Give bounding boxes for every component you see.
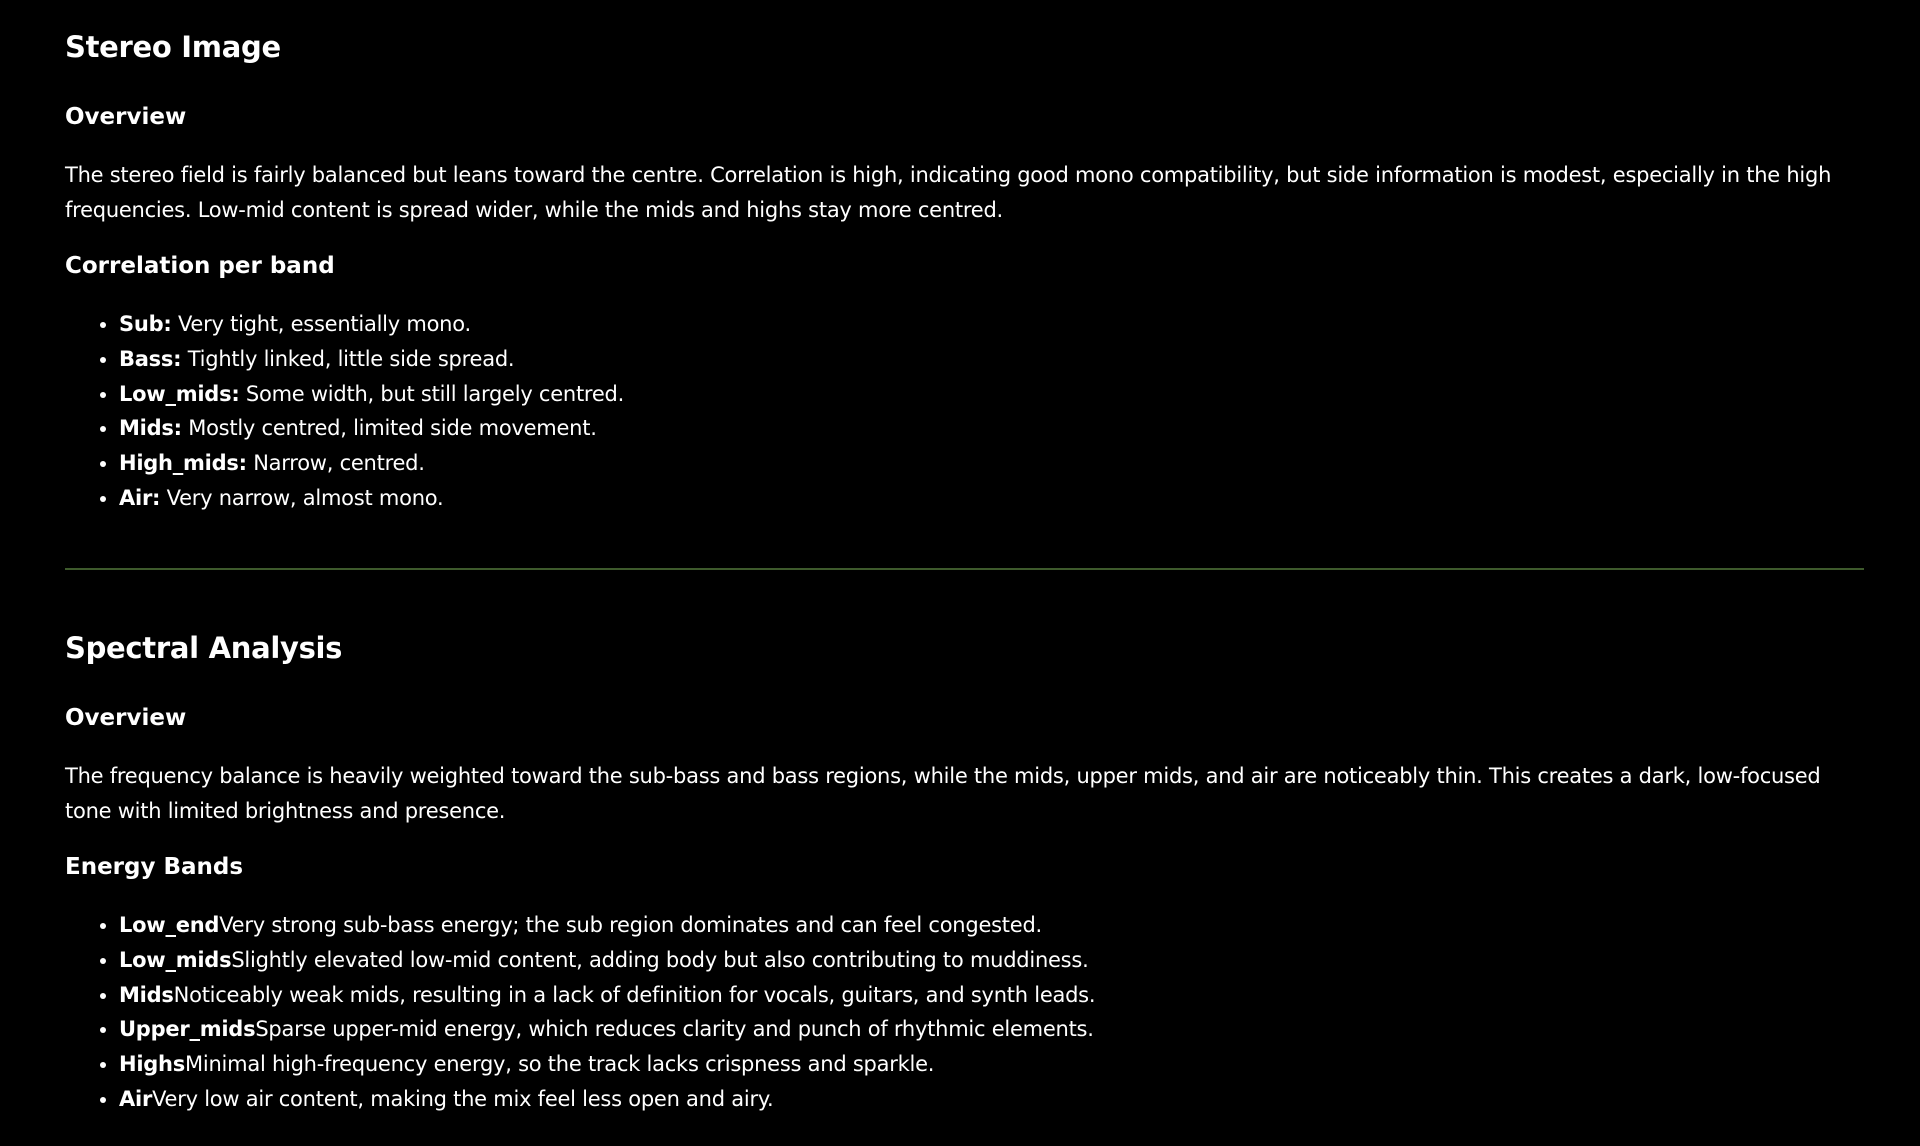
list-item <box>119 481 624 516</box>
spectral-analysis-title: Spectral Analysis <box>65 631 343 665</box>
energy-bands-heading: Energy Bands <box>65 854 244 880</box>
band-label: High_mids: <box>119 451 247 476</box>
energy-bands-list <box>65 908 1095 1117</box>
list-item <box>119 377 624 412</box>
list-item <box>119 342 624 377</box>
band-label: Low_mids: <box>119 381 240 406</box>
stereo-image-title: Stereo Image <box>65 30 281 64</box>
spectral-overview-heading: Overview <box>65 705 187 731</box>
band-label: Air: <box>119 485 161 510</box>
band-description: Sparse upper-mid energy, which reduces clarity and punch of rhythmic elements. <box>255 1017 1094 1042</box>
list-item <box>119 1082 1095 1117</box>
list-item <box>119 446 624 481</box>
band-description: Tightly linked, little side spread. <box>181 346 515 371</box>
band-description: Very strong sub-bass energy; the sub region dominates and can feel congested. <box>219 913 1042 937</box>
list-item <box>119 1047 1095 1082</box>
band-label: Highs <box>119 1052 186 1077</box>
band-description: Noticeably weak mids, resulting in a lack of definition for vocals, guitars, and synth leads. <box>173 982 1096 1007</box>
band-label: Upper_mids <box>119 1017 256 1042</box>
band-label: Bass: <box>119 346 182 371</box>
band-description: Slightly elevated low-mid content, adding body but also contributing to muddiness. <box>231 947 1089 972</box>
section-divider <box>65 568 1864 570</box>
band-label: Mids <box>119 982 174 1007</box>
band-label: Mids: <box>119 416 182 441</box>
correlation-heading: Correlation per band <box>65 253 335 279</box>
band-description: Mostly centred, limited side movement. <box>181 416 597 441</box>
band-description: Very narrow, almost mono. <box>160 485 444 510</box>
band-label: Low_end <box>119 913 220 937</box>
list-item <box>119 943 1095 978</box>
band-description: Some width, but still largely centred. <box>239 381 625 406</box>
list-item <box>119 978 1095 1013</box>
list-item <box>119 307 624 342</box>
band-description: Narrow, centred. <box>246 451 425 476</box>
list-item <box>119 1012 1095 1047</box>
correlation-list <box>65 307 624 516</box>
band-description: Very low air content, making the mix feel less open and airy. <box>152 1086 774 1111</box>
stereo-overview-heading: Overview <box>65 104 187 130</box>
band-description: Minimal high-frequency energy, so the track lacks crispness and sparkle. <box>185 1052 935 1077</box>
list-item <box>119 411 624 446</box>
band-label: Sub: <box>119 312 172 336</box>
stereo-overview-text: The stereo field is fairly balanced but leans toward the centre. Correlation is high, indicating good mono compatibility, but side information is modest, especially in the high frequencies. Low-mid content is spread wider, while the mids and highs stay more centred. <box>65 163 1832 222</box>
band-label: Air <box>119 1086 153 1111</box>
band-label: Low_mids <box>119 947 232 972</box>
band-description: Very tight, essentially mono. <box>171 312 471 336</box>
list-item <box>119 908 1095 943</box>
spectral-overview-text: The frequency balance is heavily weighted toward the sub-bass and bass regions, while the mids, upper mids, and air are noticeably thin. This creates a dark, low-focused tone with limited brightness and presence. <box>65 764 1821 823</box>
